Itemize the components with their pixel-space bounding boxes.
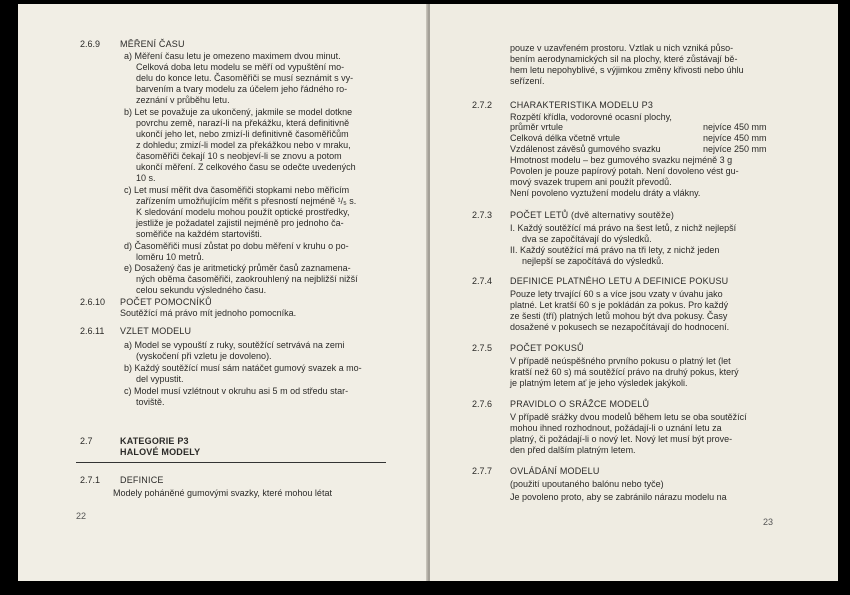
text-line: dosažené v pokusech se nezapočítávají do hodnocení. (510, 322, 730, 332)
section-number: 2.7.4 (472, 276, 493, 286)
section-number: 2.7.7 (472, 466, 493, 476)
section-heading: POČET POKUSŮ (510, 343, 584, 353)
text-line: loměru 10 metrů. (136, 252, 205, 262)
text-line: pouze v uzavřeném prostoru. Vztlak u nich vzniká půso- (510, 43, 734, 53)
text-line: V případě srážky dvou modelů během letu se oba soutěžící (510, 412, 747, 422)
text-line: del vypustit. (136, 374, 184, 384)
text-line: delu do konce letu. Časoměřiči se musí seznámit s vy- (136, 73, 354, 83)
section-heading: CHARAKTERISTIKA MODELU P3 (510, 100, 654, 110)
section-number: 2.7.1 (80, 475, 101, 485)
text-line: Celková doba letu modelu se měří od vypuštění mo- (136, 62, 345, 72)
text-line: ných oběma časoměřiči, zaokrouhlený na nejbližší nižší (136, 274, 358, 284)
text-line: mový svazek trupem ani použít převodů. (510, 177, 672, 187)
text-line: I. Každý soutěžící má právo na šest letů, z nichž nejlepší (510, 223, 737, 233)
section-heading: DEFINICE (120, 475, 164, 485)
text-line: celou sekundu výsledného času. (136, 285, 267, 295)
text-line: II. Každý soutěžící má právo na tři lety, z nichž jeden (510, 245, 720, 255)
text-line: a) Model se vypouští z ruky, soutěžící setrvává na zemi (124, 340, 345, 350)
spec-value: nejvíce 250 mm (703, 144, 767, 154)
text-line: povrchu země, narazí-li na překážku, která definitivně (136, 118, 350, 128)
category-title: KATEGORIE P3 (120, 436, 189, 446)
text-line: (vyskočení při vzletu je dovoleno). (136, 351, 272, 361)
text-line: Modely poháněné gumovými svazky, které mohou létat (113, 488, 332, 498)
text-line: seřízení. (510, 76, 545, 86)
section-divider (76, 462, 386, 463)
text-line: Povolen je pouze papírový potah. Není dovoleno vést gu- (510, 166, 739, 176)
page-number: 23 (763, 517, 774, 527)
text-line: dva se započítávají do výsledků. (522, 234, 652, 244)
text-line: K sledování modelu mohou použít optické prostředky, (136, 207, 350, 217)
spec-value: nejvíce 450 mm (703, 122, 767, 132)
section-number: 2.7.5 (472, 343, 493, 353)
section-heading: POČET LETŮ (dvě alternativy soutěže) (510, 210, 675, 220)
section-number: 2.6.11 (80, 326, 105, 336)
section-heading: PRAVIDLO O SRÁŽCE MODELŮ (510, 399, 650, 409)
left-page (18, 4, 428, 581)
text-line: b) Každý soutěžící musí sám natáčet gumový svazek a mo- (124, 363, 362, 373)
text-line: Rozpětí křídla, vodorovné ocasní plochy, (510, 112, 672, 122)
text-line: platný, či požádají-li o nový let. Nový let musí být prove- (510, 434, 733, 444)
text-line: platné. Let kratší 60 s je pokládán za pokus. Pro každý (510, 300, 729, 310)
text-line: mohou ihned rozhodnout, požádají-li o uznání letu za (510, 423, 722, 433)
section-number: 2.7.2 (472, 100, 493, 110)
text-line: Pouze lety trvající 60 s a více jsou vzaty v úvahu jako (510, 289, 723, 299)
text-line: (použití upoutaného balónu nebo tyče) (510, 479, 664, 489)
section-number: 2.7.3 (472, 210, 493, 220)
text-line: z dohledu; zmizí-li model za překážkou nebo v mraku, (136, 140, 351, 150)
text-line: e) Dosažený čas je aritmetický průměr časů zaznamena- (124, 263, 351, 273)
text-line: kratší než 60 s) má soutěžící právo na druhý pokus, který (510, 367, 739, 377)
section-number: 2.7 (80, 436, 93, 446)
text-line: a) Měření času letu je omezeno maximem dvou minut. (124, 51, 341, 61)
text-line: hem letu nepohyblivé, s výjimkou změny křivosti nebo úhlu (510, 65, 744, 75)
section-heading: MĚŘENÍ ČASU (120, 39, 185, 49)
text-line: c) Let musí měřit dva časoměřiči stopkami nebo měřicím (124, 185, 350, 195)
section-number: 2.6.10 (80, 297, 106, 307)
section-heading: DEFINICE PLATNÉHO LETU A DEFINICE POKUSU (510, 276, 729, 286)
text-line: barvením a tvary modelu za účelem jeho řádného ro- (136, 84, 348, 94)
page-number: 22 (76, 511, 87, 521)
text-line: nejlepší se započítává do výsledků. (522, 256, 664, 266)
section-heading: VZLET MODELU (120, 326, 192, 336)
text-line: d) Časoměřiči musí zůstat po dobu měření v kruhu o po- (124, 241, 349, 251)
text-line: Vzdálenost závěsů gumového svazku (510, 144, 661, 154)
text-line: toviště. (136, 397, 165, 407)
text-line: Hmotnost modelu – bez gumového svazku nejméně 3 g (510, 155, 733, 165)
section-number: 2.7.6 (472, 399, 493, 409)
text-line: ukončí měření. Z celkového času se odečte uvedených (136, 162, 356, 172)
text-line: V případě neúspěšného prvního pokusu o platný let (let (510, 356, 731, 366)
spec-value: nejvíce 450 mm (703, 133, 767, 143)
text-line: časoměřiči čekají 10 s neobjeví-li se znovu a potom (136, 151, 342, 161)
text-line: ukončí jeho let, nebo zmizí-li definitivně časoměřičům (136, 129, 349, 139)
text-line: průměr vrtule (510, 122, 564, 132)
text-line: Je povoleno proto, aby se zabránilo nárazu modelu na (510, 492, 727, 502)
text-line: bením aerodynamických sil na plochy, které zůstávají bě- (510, 54, 738, 64)
text-line: soměřiče na každém startovišti. (136, 229, 263, 239)
text-line: zeznání v průběhu letu. (136, 95, 230, 105)
section-heading: OVLÁDÁNÍ MODELU (510, 466, 600, 476)
text-line: c) Model musí vzlétnout v okruhu asi 5 m od středu star- (124, 386, 349, 396)
text-line: je platným letem ať je jeho výsledek jakýkoli. (510, 378, 688, 388)
section-number: 2.6.9 (80, 39, 101, 49)
text-line: jestliže je požadatel zajistil nejméně pro jednoho ča- (136, 218, 344, 228)
text-line: Není povoleno vyztužení modelu dráty a vlákny. (510, 188, 701, 198)
text-line: ze šesti (tří) platných letů mohou být dva pokusy. Časy (510, 311, 728, 321)
section-heading: POČET POMOCNÍKŮ (120, 297, 212, 307)
right-page (430, 4, 838, 581)
text-line: zařízením umožňujícím měřit s přesností nejméně ¹/₅ s. (136, 196, 357, 206)
category-subtitle: HALOVÉ MODELY (120, 447, 201, 457)
text-line: 10 s. (136, 173, 156, 183)
text-line: Celková délka včetně vrtule (510, 133, 621, 143)
text-line: Soutěžící má právo mít jednoho pomocníka. (120, 308, 297, 318)
text-line: den před dalším platným letem. (510, 445, 636, 455)
text-line: b) Let se považuje za ukončený, jakmile se model dotkne (124, 107, 353, 117)
